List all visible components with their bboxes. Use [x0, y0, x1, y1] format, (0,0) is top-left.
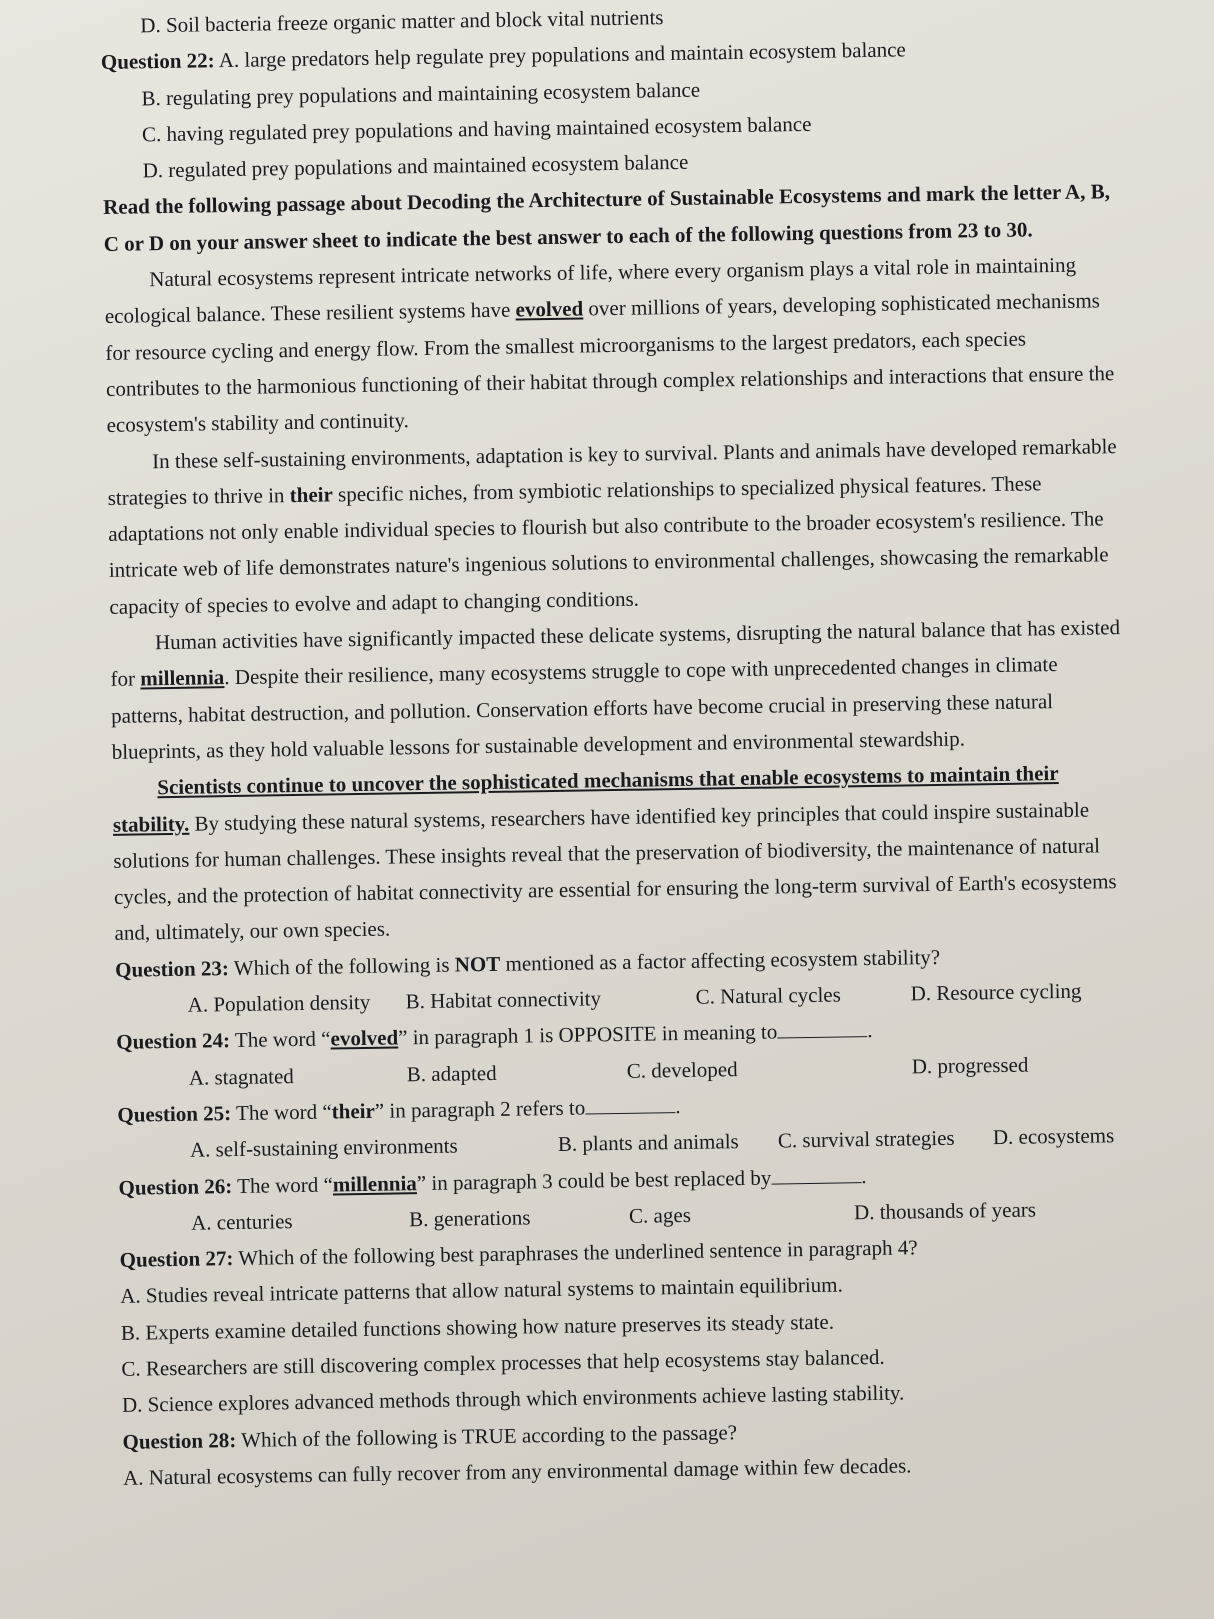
- q22-label: Question 22:: [100, 48, 215, 75]
- q23-option-c[interactable]: C. Natural cycles: [695, 982, 842, 1009]
- p1-line-1: Natural ecosystems represent intricate networks of life, where every organism plays a vital role in maintaining: [149, 252, 1077, 292]
- p2-line-2-pre: strategies to thrive in: [107, 482, 290, 510]
- p3-line-1: Human activities have significantly impacted these delicate systems, disrupting the natural balance that has existed: [154, 615, 1121, 655]
- q25-label: Question 25:: [117, 1100, 232, 1127]
- instructions-line-2: C or D on your answer sheet to indicate the best answer to each of the following questions from 23 to 30.: [103, 217, 1033, 256]
- p3-line-4: blueprints, as they hold valuable lessons for sustainable development and environmental stewardship.: [111, 726, 966, 764]
- q27-label: Question 27:: [119, 1246, 234, 1272]
- p1-line-3: for resource cycling and energy flow. From the smallest microorganisms to the largest predators, each species: [105, 326, 1027, 365]
- q26-option-a[interactable]: A. centuries: [190, 1208, 293, 1235]
- q28-stem-text: Which of the following is TRUE according to the passage?: [236, 1419, 738, 1452]
- q25-word: their: [331, 1098, 375, 1124]
- p4-underlined-sentence: Scientists continue to uncover the sophisticated mechanisms that enable ecosystems to maintain their: [157, 761, 1059, 800]
- q22-option-d: D. regulated prey populations and maintained ecosystem balance: [142, 149, 689, 183]
- p1-line-5: ecosystem's stability and continuity.: [106, 408, 409, 438]
- q22-option-b: B. regulating prey populations and maintaining ecosystem balance: [141, 77, 701, 110]
- q26-answer-blank[interactable]: [771, 1164, 861, 1184]
- word-millennia: millennia: [140, 665, 225, 691]
- p4-line-2-post: By studying these natural systems, researchers have identified key principles that could inspire sustainable: [189, 797, 1090, 836]
- q24-pre: The word “: [229, 1026, 331, 1053]
- q26-label: Question 26:: [118, 1173, 233, 1200]
- q28-label: Question 28:: [122, 1427, 237, 1454]
- q25-option-c[interactable]: C. survival strategies: [777, 1125, 955, 1153]
- p3-line-3: patterns, habitat destruction, and pollution. Conservation efforts have become crucial in preserving these natural: [110, 688, 1054, 728]
- q26-pre: The word “: [232, 1171, 333, 1198]
- p2-line-5: capacity of species to evolve and adapt to changing conditions.: [109, 586, 640, 619]
- q24-answer-blank[interactable]: [777, 1018, 867, 1038]
- p3-line-2-pre: for: [110, 666, 141, 692]
- word-evolved: evolved: [515, 296, 584, 322]
- q27-option-d[interactable]: D. Science explores advanced methods through which environments achieve lasting stability.: [121, 1380, 905, 1418]
- q24-option-d[interactable]: D. progressed: [911, 1052, 1029, 1078]
- q27-option-b[interactable]: B. Experts examine detailed functions showing how nature preserves its steady state.: [120, 1309, 835, 1345]
- q25-pre: The word “: [230, 1099, 332, 1125]
- instructions-line-1: Read the following passage about Decoding the Architecture of Sustainable Ecosystems and mark the letter A, B,: [102, 179, 1111, 220]
- p2-line-4: intricate web of life demonstrates nature's ingenious solutions to environmental challenges, showcasing the remarkable: [108, 542, 1109, 583]
- q26-post: ” in paragraph 3 could be best replaced by: [416, 1165, 772, 1195]
- q23-label: Question 23:: [114, 955, 230, 982]
- q26-option-c[interactable]: C. ages: [628, 1202, 692, 1228]
- q24-end: .: [867, 1018, 873, 1043]
- q22-option-a-text: A. large predators help regulate prey populations and maintain ecosystem balance: [218, 37, 906, 73]
- exam-page: [100, 0, 1213, 1496]
- q23-option-a[interactable]: A. Population density: [187, 989, 371, 1017]
- q25-option-d[interactable]: D. ecosystems: [992, 1123, 1115, 1150]
- q26-option-b[interactable]: B. generations: [408, 1205, 531, 1232]
- p4-line-3: solutions for human challenges. These insights reveal that the preservation of biodiversity, the maintenance of natural: [113, 833, 1101, 873]
- q26-end: .: [861, 1163, 867, 1188]
- q24-word: evolved: [330, 1025, 399, 1051]
- q23-not: NOT: [454, 951, 501, 977]
- p4-underlined-end: stability.: [112, 811, 190, 837]
- q27-option-c[interactable]: C. Researchers are still discovering complex processes that help ecosystems stay balanced.: [121, 1344, 885, 1381]
- q25-end: .: [675, 1093, 681, 1119]
- q23-option-b[interactable]: B. Habitat connectivity: [405, 986, 602, 1014]
- q26-option-d[interactable]: D. thousands of years: [853, 1197, 1037, 1225]
- q28-option-a[interactable]: A. Natural ecosystems can fully recover from any environmental damage within few decades.: [122, 1453, 912, 1490]
- p4-line-5: and, ultimately, our own species.: [114, 916, 391, 946]
- q24-option-b[interactable]: B. adapted: [406, 1060, 497, 1086]
- q23-pre: Which of the following is: [228, 952, 455, 980]
- p1-line-4: contributes to the harmonious functioning of their habitat through complex relationships and interactions that ensure the: [105, 361, 1115, 401]
- q24-option-a[interactable]: A. stagnated: [188, 1063, 294, 1090]
- p4-line-4: cycles, and the protection of habitat connectivity are essential for ensuring the long-term survival of Earth's ecosystems: [113, 869, 1117, 910]
- p3-line-2-post: . Despite their resilience, many ecosystems struggle to cope with unprecedented changes in climate: [224, 652, 1058, 690]
- q25-option-b[interactable]: B. plants and animals: [557, 1129, 739, 1157]
- p2-line-2-post: specific niches, from symbiotic relationships to specialized physical features. These: [332, 471, 1042, 507]
- q24-label: Question 24:: [116, 1028, 231, 1055]
- q25-option-a[interactable]: A. self-sustaining environments: [189, 1133, 458, 1162]
- p2-line-1: In these self-sustaining environments, adaptation is key to survival. Plants and animals have developed remarkable: [151, 433, 1117, 473]
- q27-option-a[interactable]: A. Studies reveal intricate patterns that allow natural systems to maintain equilibrium.: [120, 1272, 843, 1309]
- q24-post: ” in paragraph 1 is OPPOSITE in meaning to: [397, 1019, 778, 1050]
- q25-answer-blank[interactable]: [585, 1094, 675, 1114]
- p1-line-2-pre: ecological balance. These resilient systems have: [104, 297, 516, 329]
- q21-option-d: D. Soil bacteria freeze organic matter and block vital nutrients: [140, 5, 664, 38]
- p1-line-2-post: over millions of years, developing sophisticated mechanisms: [583, 288, 1101, 321]
- q23-post: mentioned as a factor affecting ecosystem stability?: [500, 944, 941, 976]
- q27-stem-text: Which of the following best paraphrases the underlined sentence in paragraph 4?: [233, 1235, 918, 1271]
- q22-option-c: C. having regulated prey populations and having maintained ecosystem balance: [141, 111, 812, 147]
- q25-post: ” in paragraph 2 refers to: [374, 1095, 586, 1123]
- q24-option-c[interactable]: C. developed: [626, 1056, 738, 1083]
- q23-option-d[interactable]: D. Resource cycling: [910, 978, 1082, 1006]
- p2-line-3: adaptations not only enable individual species to flourish but also contribute to the broader ecosystem's resilience. The: [108, 506, 1104, 547]
- q26-word: millennia: [332, 1170, 417, 1196]
- word-their: their: [289, 482, 334, 507]
